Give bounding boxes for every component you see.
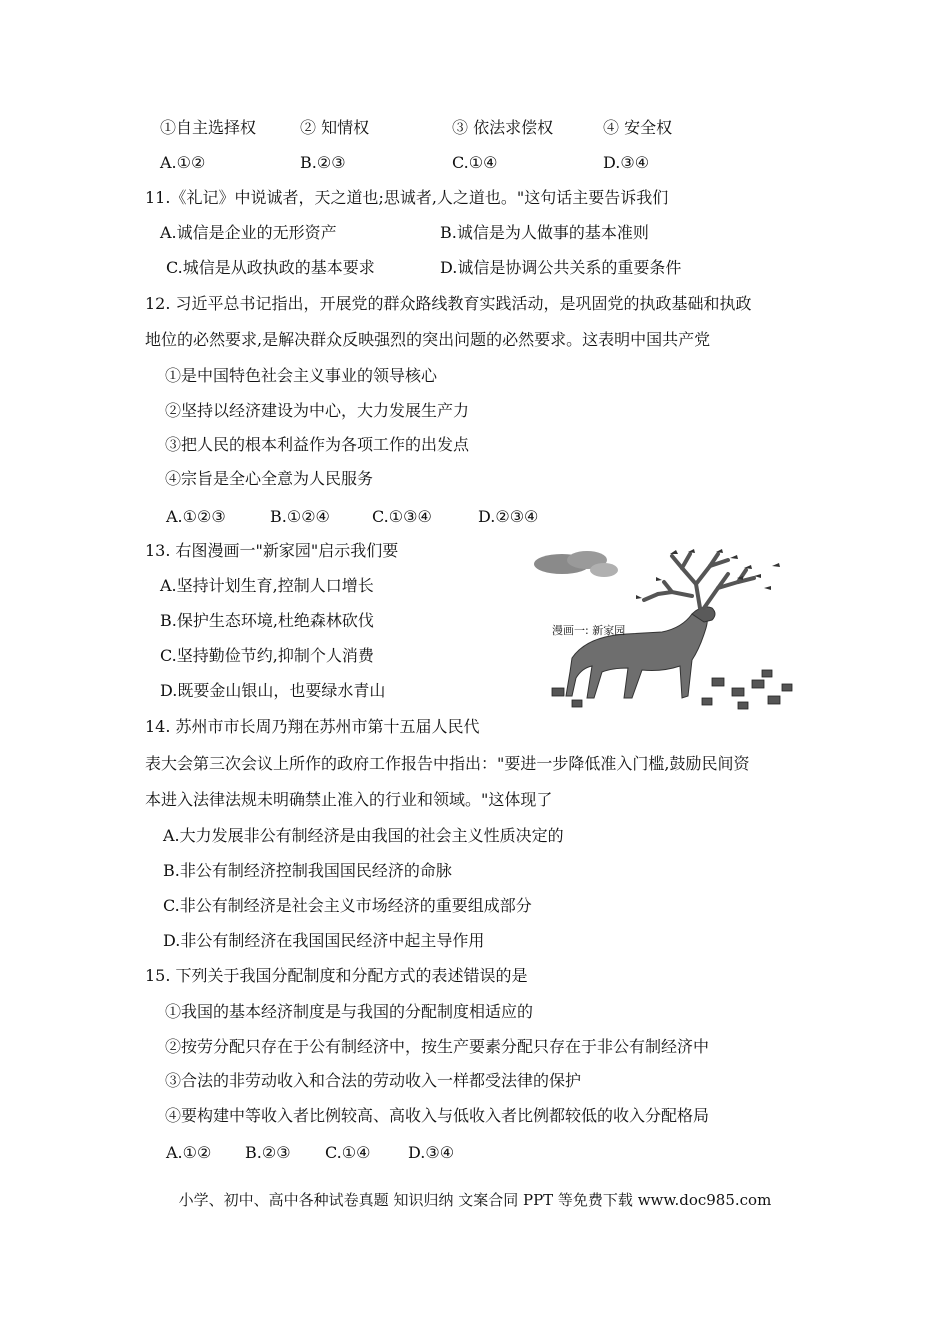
cartoon-caption: 漫画一: 新家园 (552, 624, 626, 637)
q12-stem-line1: 12. 习近平总书记指出，开展党的群众路线教育实践活动，是巩固党的执政基础和执政 (145, 294, 752, 313)
q11-option-c: C.城信是从政执政的基本要求 (166, 258, 375, 277)
q15-item-1: ①我国的基本经济制度是与我国的分配制度相适应的 (165, 1002, 534, 1021)
cartoon-new-home (532, 548, 802, 716)
q10-item-3: ③ 依法求偿权 (452, 118, 554, 137)
q12-option-b: B.①②④ (270, 507, 330, 526)
q10-option-a: A.①② (160, 153, 206, 172)
q10-option-d: D.③④ (603, 153, 650, 172)
q13-option-c: C.坚持勤俭节约,抑制个人消费 (160, 646, 374, 665)
page-footer: 小学、初中、高中各种试卷真题 知识归纳 文案合同 PPT 等免费下载 www.doc985.com (178, 1191, 772, 1209)
q14-stem-line2: 表大会第三次会议上所作的政府工作报告中指出："要进一步降低准入门槛,鼓励民间资 (145, 754, 750, 773)
q11-option-b: B.诚信是为人做事的基本准则 (440, 223, 649, 242)
q15-item-3: ③合法的非劳动收入和合法的劳动收入一样都受法律的保护 (165, 1071, 582, 1090)
q14-option-c: C.非公有制经济是社会主义市场经济的重要组成部分 (163, 896, 532, 915)
q12-option-d: D.②③④ (478, 507, 539, 526)
q10-item-1: ①自主选择权 (160, 118, 257, 137)
q10-option-b: B.②③ (300, 153, 346, 172)
q12-item-2: ②坚持以经济建设为中心，大力发展生产力 (165, 401, 470, 420)
q11-option-d: D.诚信是协调公共关系的重要条件 (440, 258, 682, 277)
q14-option-a: A.大力发展非公有制经济是由我国的社会主义性质决定的 (163, 826, 564, 845)
q10-item-2: ② 知情权 (300, 118, 370, 137)
q14-stem-line3: 本进入法律法规未明确禁止准入的行业和领域。"这体现了 (145, 790, 553, 809)
q15-item-2: ②按劳分配只存在于公有制经济中，按生产要素分配只存在于非公有制经济中 (165, 1037, 710, 1056)
q12-item-1: ①是中国特色社会主义事业的领导核心 (165, 366, 438, 385)
q13-option-d: D.既要金山银山，也要绿水青山 (160, 681, 386, 700)
q12-item-4: ④宗旨是全心全意为人民服务 (165, 469, 374, 488)
q11-stem: 11.《礼记》中说诚者，天之道也;思诚者,人之道也。"这句话主要告诉我们 (145, 188, 669, 207)
q14-stem-line1: 14. 苏州市市长周乃翔在苏州市第十五届人民代 (145, 717, 480, 736)
cartoon-deer-tree-illustration (532, 548, 802, 716)
q11-option-a: A.诚信是企业的无形资产 (160, 223, 337, 242)
q10-item-4: ④ 安全权 (603, 118, 673, 137)
q12-option-a: A.①②③ (166, 507, 226, 526)
q15-option-a: A.①② (166, 1143, 212, 1162)
q12-item-3: ③把人民的根本利益作为各项工作的出发点 (165, 435, 470, 454)
q13-option-a: A.坚持计划生育,控制人口增长 (160, 576, 374, 595)
q13-stem: 13. 右图漫画一"新家园"启示我们要 (145, 541, 399, 560)
q15-option-d: D.③④ (408, 1143, 455, 1162)
q15-stem: 15. 下列关于我国分配制度和分配方式的表述错误的是 (145, 966, 528, 985)
q15-item-4: ④要构建中等收入者比例较高、高收入与低收入者比例都较低的收入分配格局 (165, 1106, 710, 1125)
q15-option-c: C.①④ (325, 1143, 371, 1162)
q12-option-c: C.①③④ (372, 507, 432, 526)
q14-option-d: D.非公有制经济在我国国民经济中起主导作用 (163, 931, 485, 950)
q13-option-b: B.保护生态环境,杜绝森林砍伐 (160, 611, 374, 630)
q15-option-b: B.②③ (245, 1143, 291, 1162)
q14-option-b: B.非公有制经济控制我国国民经济的命脉 (163, 861, 452, 880)
q12-stem-line2: 地位的必然要求,是解决群众反映强烈的突出问题的必然要求。这表明中国共产党 (145, 330, 711, 349)
q10-option-c: C.①④ (452, 153, 498, 172)
